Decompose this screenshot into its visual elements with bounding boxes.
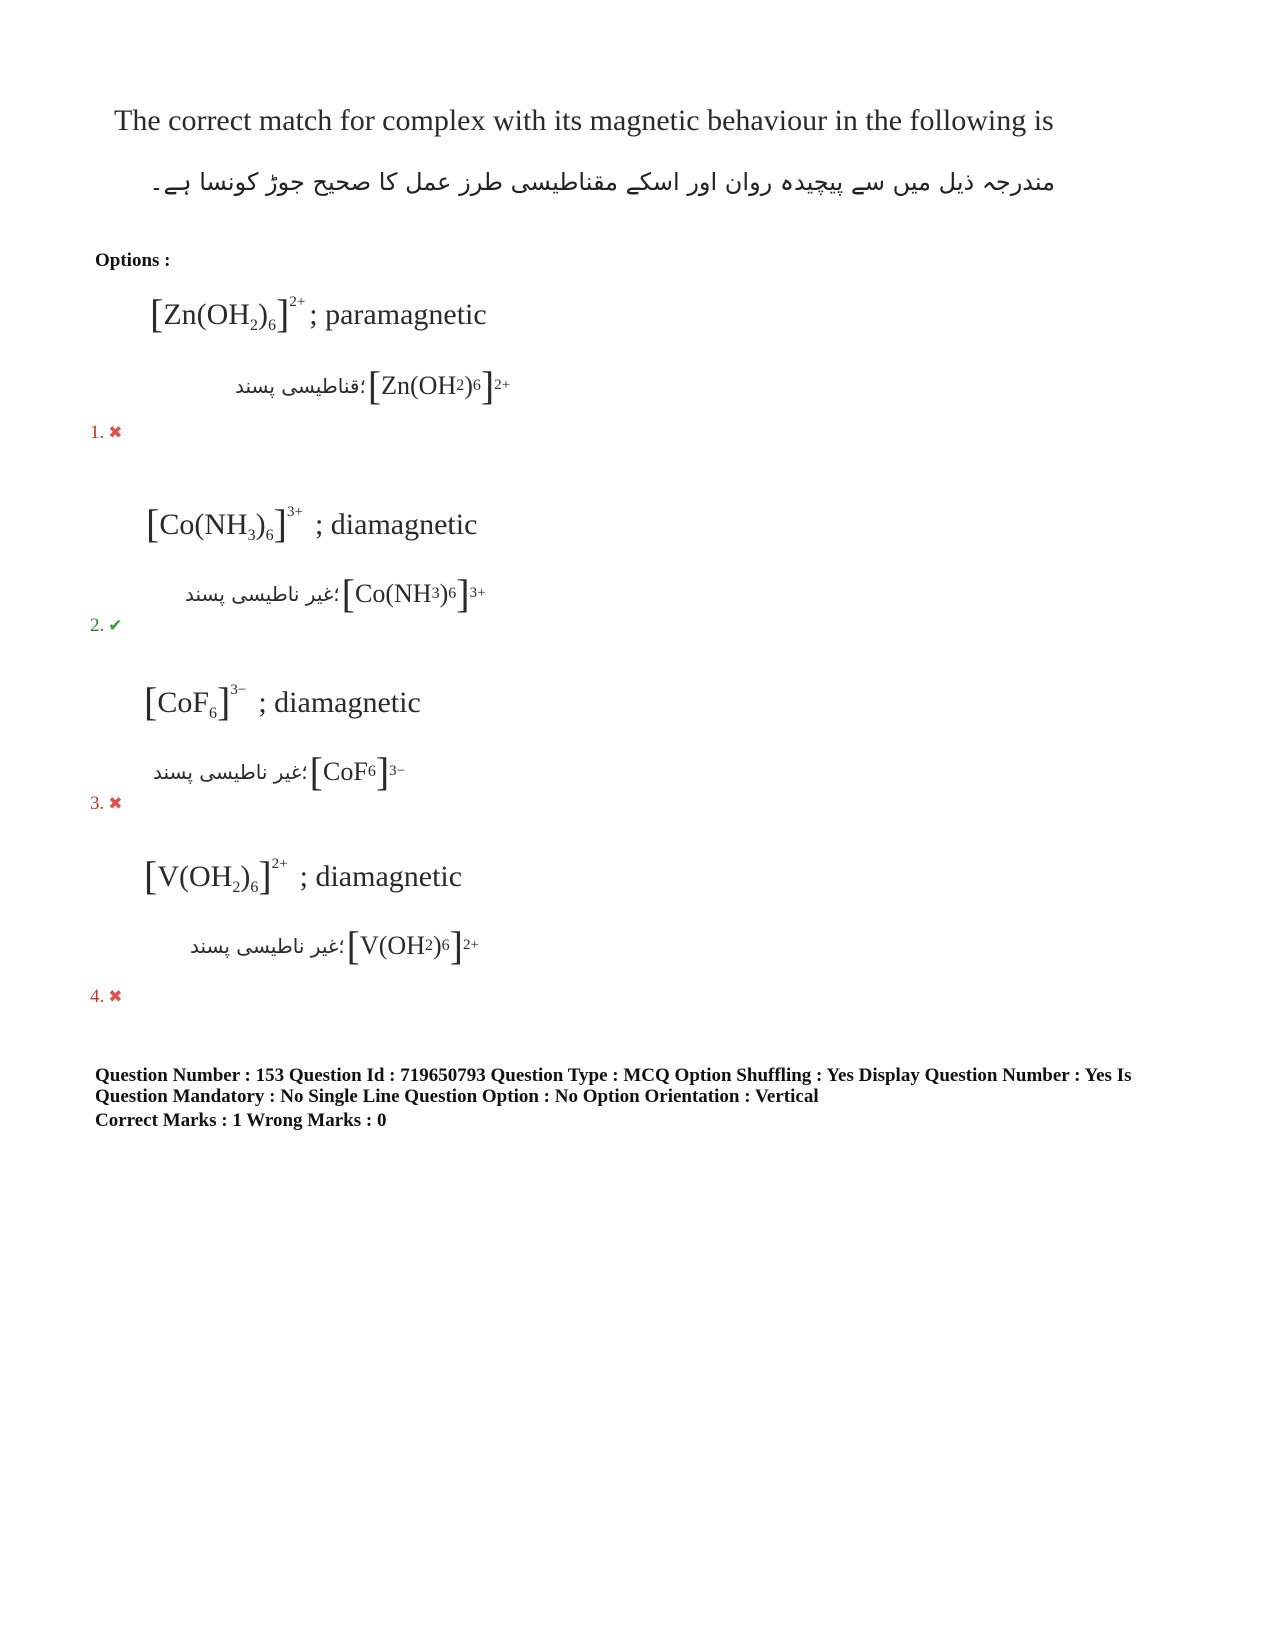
option-3-formula-english: $[CoF_6]^{3-}$ ; diamagnetic [144, 679, 421, 724]
option-1-marker[interactable] [90, 422, 123, 444]
marks-info: Correct Marks : 1 Wrong Marks : 0 [95, 1110, 387, 1131]
option-number: 3. [90, 793, 105, 814]
cross-icon: ✖ [108, 794, 123, 813]
cross-icon: ✖ [108, 423, 123, 442]
option-3-formula-urdu: ؛غیر ناطیسی پسند [ CoF 6 ] 3− [153, 749, 406, 794]
option-1-formula-urdu: ؛قناطیسی پسند [ Zn(OH 2 ) 6 ] 2+ [235, 363, 511, 408]
question-meta-info: Question Number : 153 Question Id : 719650793 Question Type : MCQ Option Shuffling : Yes Display Question Number : Yes Is Question Mandatory : No Single Line Question Option : No Option Orientation : Vertical [95, 1065, 1132, 1107]
question-text-english: The correct match for complex with its magnetic behaviour in the following is [114, 104, 1054, 137]
option-4-formula-urdu: ؛غیر ناطیسی پسند [ V(OH 2 ) 6 ] 2+ [190, 923, 479, 968]
option-number: 4. [90, 986, 105, 1007]
option-number: 1. [90, 422, 105, 443]
option-number: 2. [90, 615, 105, 636]
options-heading: Options : [95, 250, 171, 271]
cross-icon: ✖ [108, 987, 123, 1006]
option-4-formula-english: $[V(OH_2)_6]^{2+}$ ; diamagnetic [144, 853, 463, 898]
option-2-formula-urdu: ؛غیر ناطیسی پسند [ Co(NH 3 ) 6 ] 3+ [185, 571, 486, 616]
option-2-formula-english: $[Co(NH_3)_6]^{3+}$ ; diamagnetic [146, 501, 478, 546]
option-3-marker[interactable] [90, 793, 123, 815]
question-text-urdu: مندرجہ ذیل میں سے پیچیدہ روان اور اسکے مقناطیسی طرز عمل کا صحیح جوڑ کونسا ہے۔ [149, 168, 1055, 196]
option-2-marker[interactable] [90, 615, 123, 637]
option-1-formula-english: $[Zn(OH_2)_6]^{2+}$ ; paramagnetic [150, 291, 487, 336]
check-icon: ✔ [108, 616, 123, 635]
option-4-marker[interactable] [90, 986, 123, 1008]
